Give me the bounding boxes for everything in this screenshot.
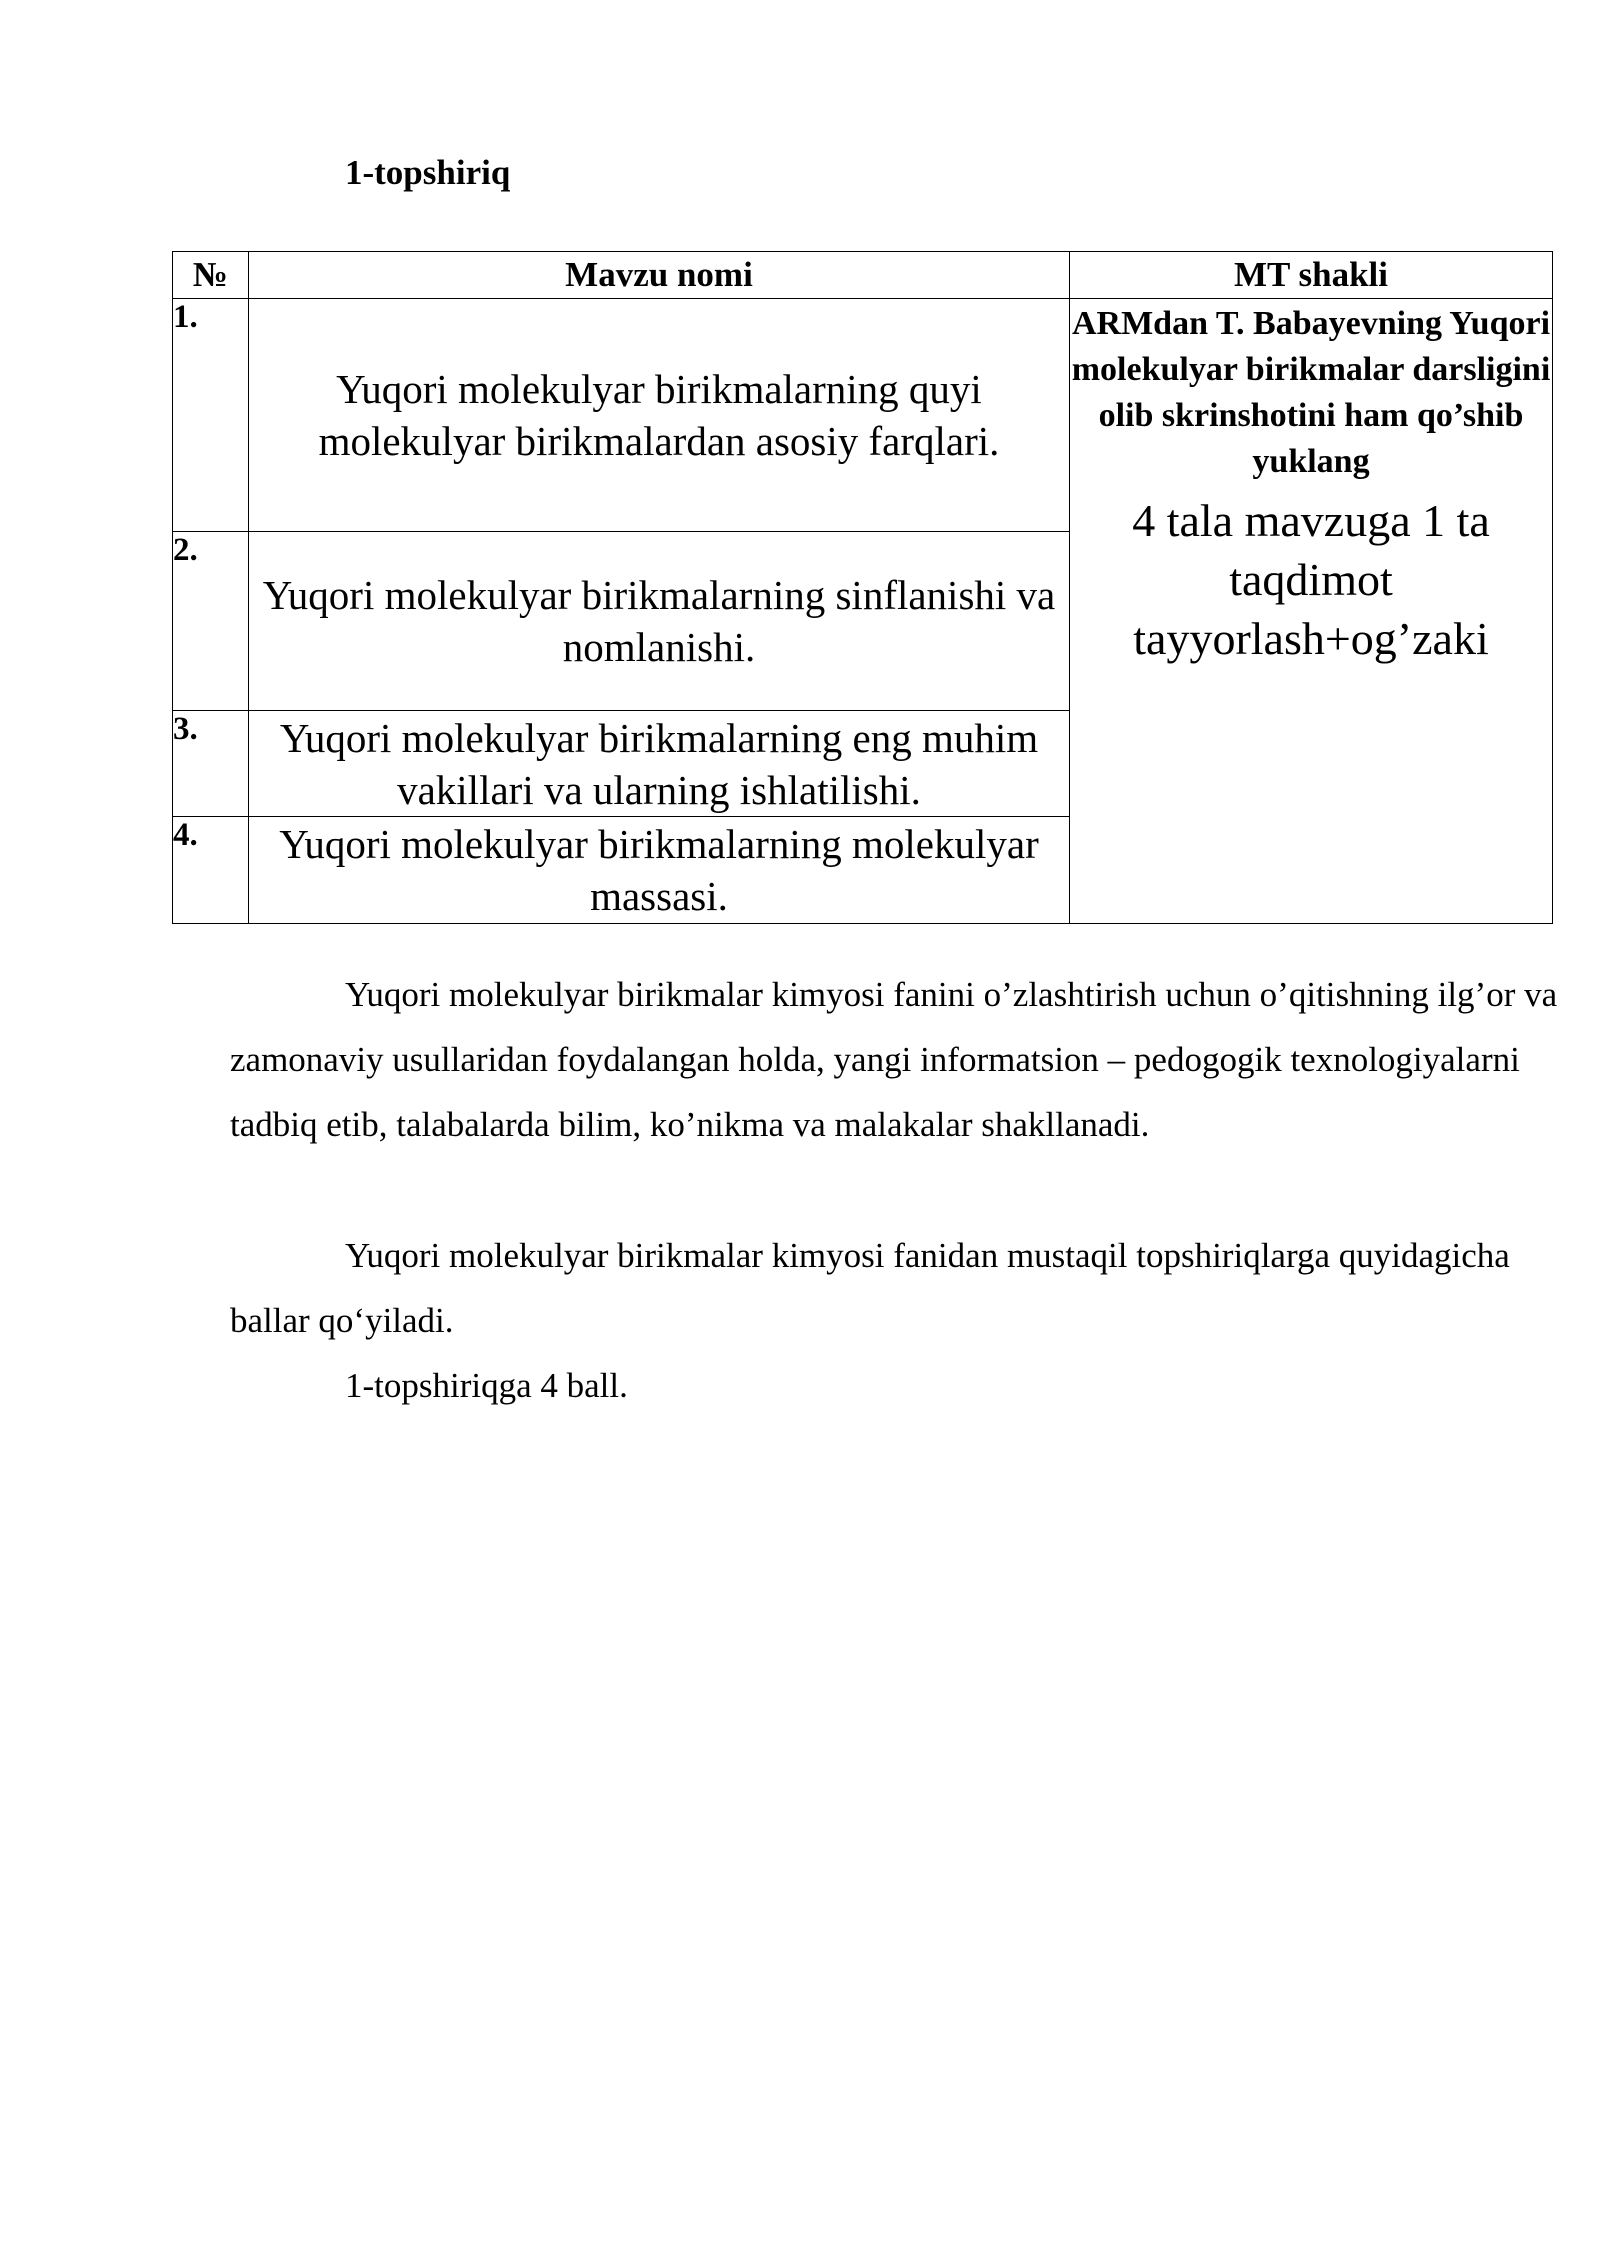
- page-heading: 1-topshiriq: [345, 153, 511, 192]
- row-topic: Yuqori molekulyar birikmalarning eng muhim vakillari va ularning ishlatilishi.: [249, 711, 1070, 817]
- tasks-table: [172, 251, 1553, 924]
- row-topic: Yuqori molekulyar birikmalarning molekulyar massasi.: [249, 817, 1070, 924]
- paragraph-intro: Yuqori molekulyar birikmalar kimyosi fanini o’zlashtirish uchun o’qitishning ilg’or va zamonaviy usullaridan foydalangan holda, yangi informatsion – pedogogik texnologiyalarni tadbiq etib, talabalarda bilim, ko’nikma va malakalar shakllanadi.: [230, 975, 1558, 1144]
- header-topic: Mavzu nomi: [249, 252, 1070, 299]
- form-cell: [1070, 299, 1553, 924]
- table-row: [173, 299, 1553, 532]
- row-topic: Yuqori molekulyar birikmalarning sinflanishi va nomlanishi.: [249, 532, 1070, 711]
- row-number: 1.: [173, 299, 249, 532]
- form-instruction: ARMdan T. Babayevning Yuqori molekulyar birikmalar darsligini olib skrinshotini ham qo’shib yuklang: [1071, 305, 1551, 480]
- paragraph-scoring: Yuqori molekulyar birikmalar kimyosi fanidan mustaqil topshiriqlarga quyidagicha ballar qo‘yiladi.: [230, 1236, 1510, 1340]
- row-topic: Yuqori molekulyar birikmalarning quyi molekulyar birikmalardan asosiy farqlari.: [249, 299, 1070, 532]
- header-number: №: [173, 252, 249, 299]
- table-header-row: [173, 252, 1553, 299]
- row-number: 2.: [173, 532, 249, 711]
- form-task: 4 tala mavzuga 1 ta taqdimot tayyorlash+og’zaki: [1132, 495, 1490, 664]
- header-form: MT shakli: [1070, 252, 1553, 299]
- row-number: 3.: [173, 711, 249, 817]
- paragraph-points: 1-topshiriqga 4 ball.: [345, 1366, 628, 1405]
- row-number: 4.: [173, 817, 249, 924]
